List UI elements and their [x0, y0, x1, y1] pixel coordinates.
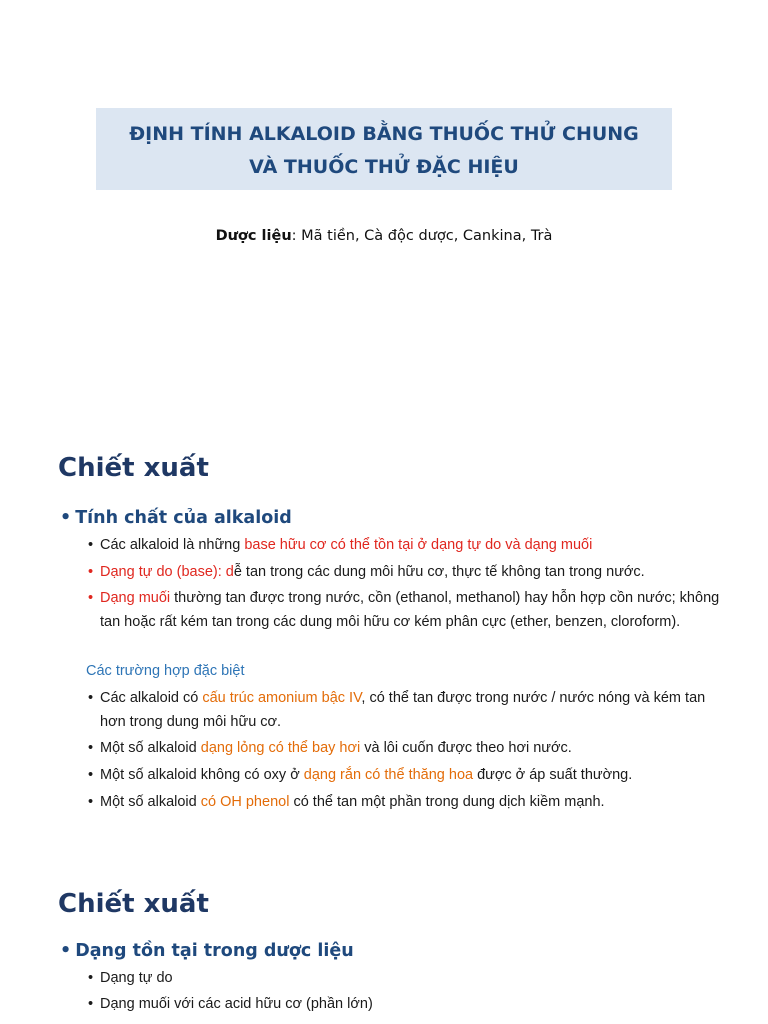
bullet-salt-form: • Dạng muối thường tan được trong nước, cồn (ethanol, methanol) hay hỗn hợp cồn nước; không tan hoặc rất kém tan trong các dung môi hữu cơ kém phân cực (ether, benzen, cloroform).	[88, 590, 720, 630]
bullet-ammonium: • Các alkaloid có cấu trúc amonium bậc IV, có thể tan được trong nước / nước nóng và kém tan hơn trong dung môi hữu cơ.	[88, 690, 706, 730]
special-cases-label: Các trường hợp đặc biệt	[86, 663, 245, 679]
section1-subheading: • Tính chất của alkaloid	[60, 508, 292, 528]
herbs-list: : Mã tiền, Cà độc dược, Cankina, Trà	[291, 228, 553, 244]
bullet-free: • Dạng tự do	[88, 970, 173, 986]
herbs-label: Dược liệu	[215, 228, 292, 244]
section1-heading: Chiết xuất	[58, 453, 209, 483]
bullet-sublimation: • Một số alkaloid không có oxy ở dạng rắn có thể thăng hoa được ở áp suất thường.	[88, 767, 633, 783]
bullet-phenol: • Một số alkaloid có OH phenol có thể tan một phần trong dung dịch kiềm mạnh.	[88, 794, 605, 810]
bullet-salt-organic-acid: • Dạng muối với các acid hữu cơ (phần lớn)	[88, 996, 373, 1012]
title-line-2: VÀ THUỐC THỬ ĐẶC HIỆU	[249, 156, 519, 178]
herbs-line	[0, 228, 768, 244]
section2-subheading: • Dạng tồn tại trong dược liệu	[60, 941, 354, 961]
section2-heading: Chiết xuất	[58, 889, 209, 919]
section1-subheading-text: Tính chất của alkaloid	[75, 508, 292, 528]
bullet-base-organic: • Các alkaloid là những base hữu cơ có thể tồn tại ở dạng tự do và dạng muối	[88, 537, 593, 553]
title-line-1: ĐỊNH TÍNH ALKALOID BẰNG THUỐC THỬ CHUNG	[129, 123, 639, 145]
bullet-free-form: • Dạng tự do (base): dễ tan trong các dung môi hữu cơ, thực tế không tan trong nước.	[88, 564, 645, 580]
section2-subheading-text: Dạng tồn tại trong dược liệu	[75, 941, 354, 961]
bullet-volatile: • Một số alkaloid dạng lỏng có thể bay hơi và lôi cuốn được theo hơi nước.	[88, 740, 572, 756]
document-title	[96, 108, 672, 190]
